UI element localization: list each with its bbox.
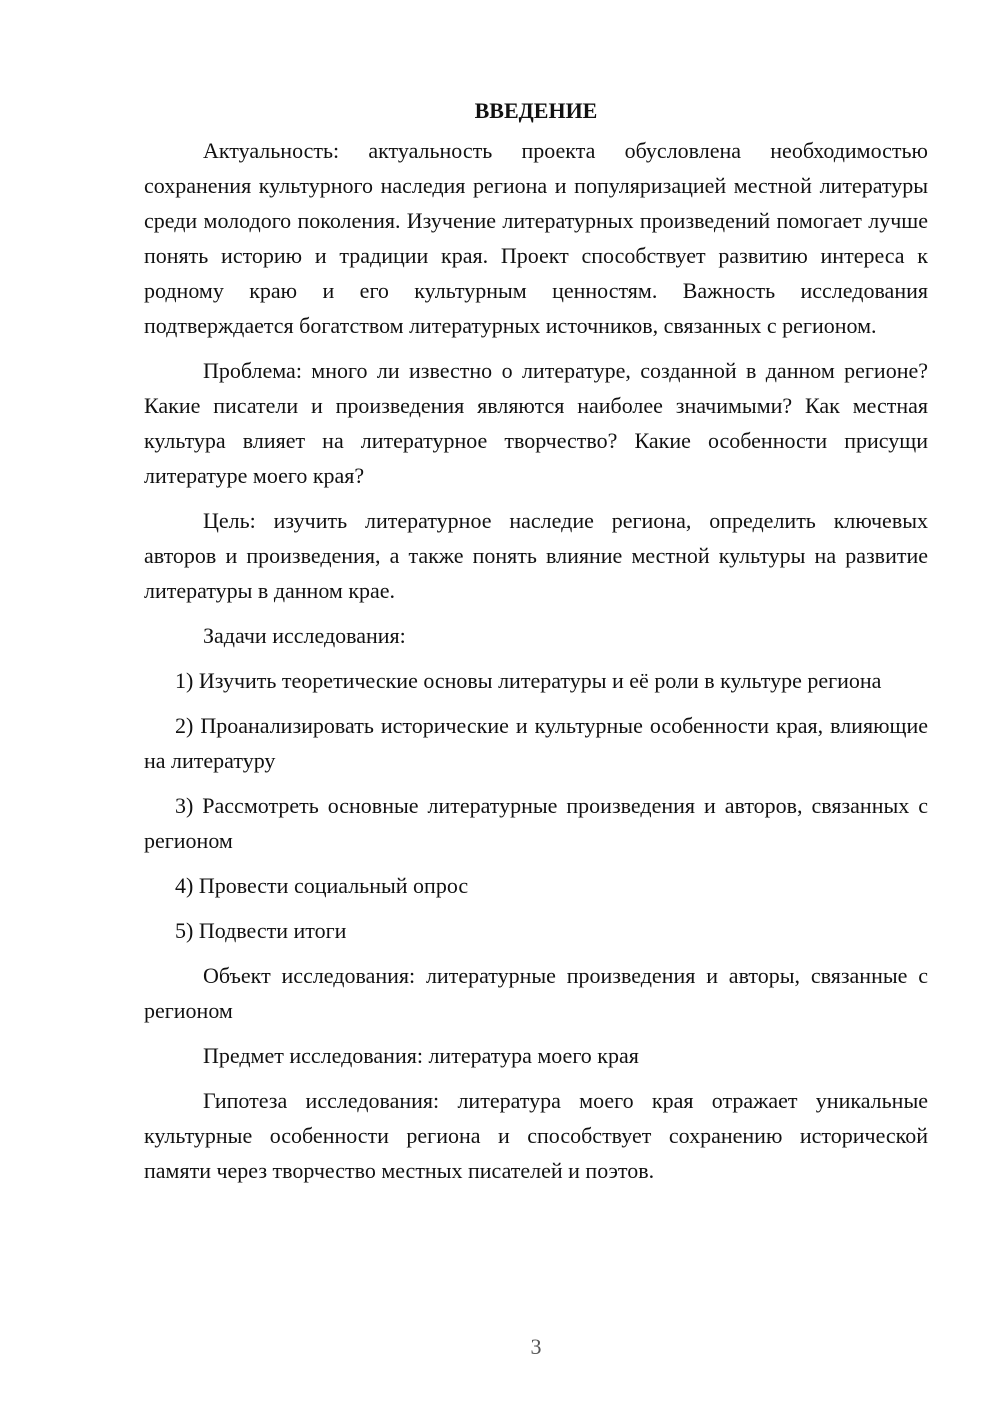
task-item-5: 5) Подвести итоги	[175, 918, 347, 943]
problem-paragraph: Проблема: много ли известно о литературе, созданной в данном регионе? Какие писатели и произведения являются наиболее значимыми? Как местная культура влияет на литературное творчество? Какие особенности присущи литературе моего края?	[144, 358, 928, 488]
document-page	[144, 93, 928, 1188]
page-number: 3	[530, 1334, 542, 1359]
relevance-paragraph: Актуальность: актуальность проекта обусловлена необходимостью сохранения культурного наследия региона и популяризацией местной литературы среди молодого поколения. Изучение литературных произведений помогает лучше понять историю и традиции края. Проект способствует развитию интереса к родному краю и его культурным ценностям. Важность исследования подтверждается богатством литературных источников, связанных с регионом.	[144, 138, 928, 338]
tasks-heading: Задачи исследования:	[203, 623, 406, 648]
task-item-4: 4) Провести социальный опрос	[175, 873, 469, 898]
page-number-container	[0, 1332, 1000, 1362]
goal-paragraph: Цель: изучить литературное наследие региона, определить ключевых авторов и произведения, а также понять влияние местной культуры на развитие литературы в данном крае.	[144, 508, 928, 603]
object-paragraph: Объект исследования: литературные произведения и авторы, связанные с регионом	[144, 963, 928, 1023]
task-item-1: 1) Изучить теоретические основы литературы и её роли в культуре региона	[175, 668, 882, 693]
subject-paragraph: Предмет исследования: литература моего края	[203, 1043, 639, 1068]
task-item-2: 2) Проанализировать исторические и культурные особенности края, влияющие на литературу	[144, 713, 928, 773]
hypothesis-paragraph: Гипотеза исследования: литература моего края отражает уникальные культурные особенности региона и способствует сохранению исторической памяти через творчество местных писателей и поэтов.	[144, 1088, 928, 1183]
task-item-3: 3) Рассмотреть основные литературные произведения и авторов, связанных с регионом	[144, 793, 928, 853]
section-heading: ВВЕДЕНИЕ	[474, 98, 598, 123]
